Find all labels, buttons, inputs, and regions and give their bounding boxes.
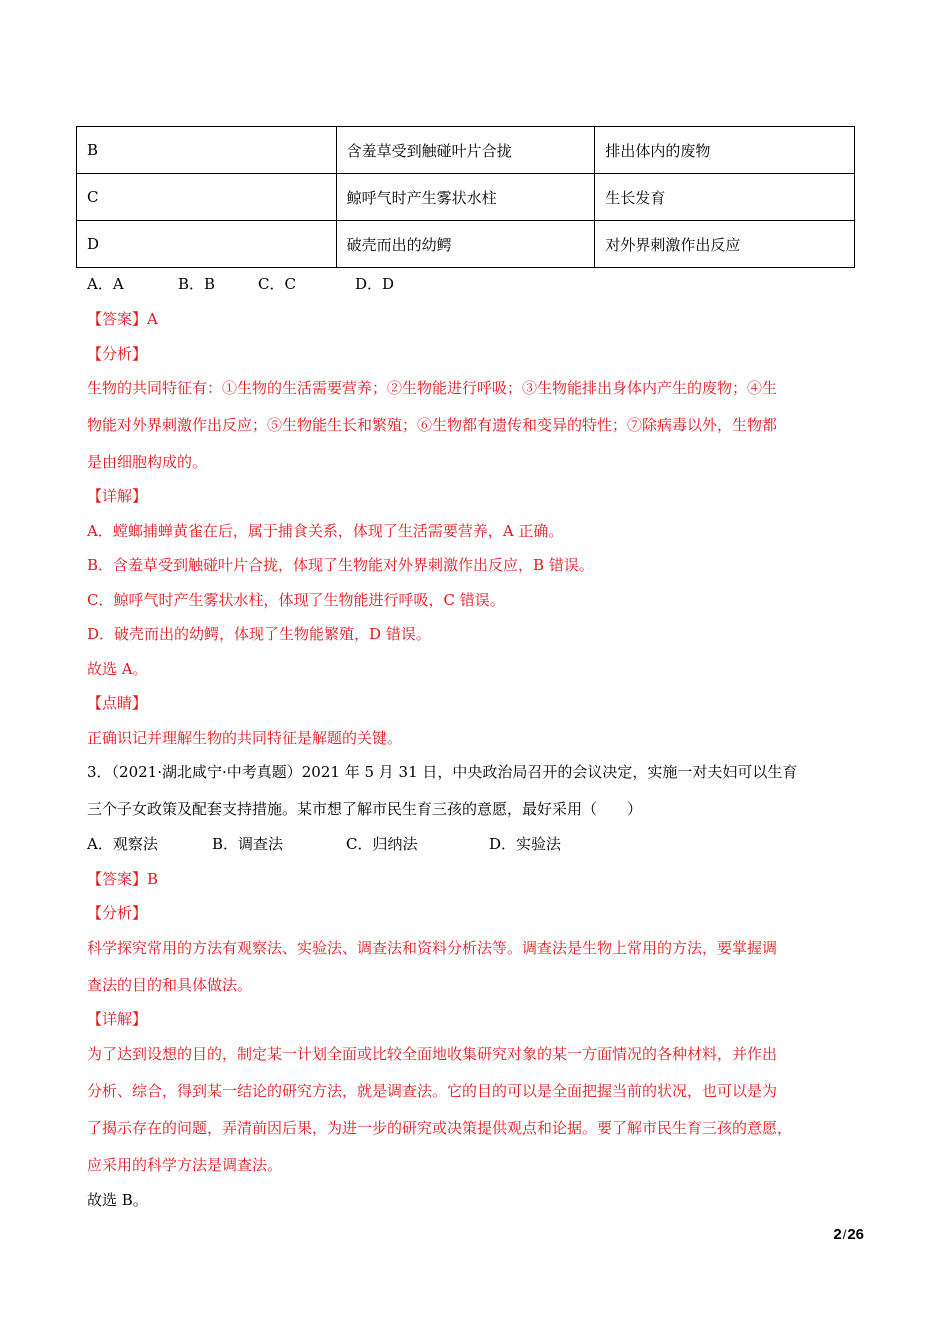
table-cell-letter: C [77,174,337,221]
q3-analysis-title: 【分析】 [87,904,148,922]
table-cell-feature: 排出体内的废物 [595,127,855,174]
q3-detail-line: 为了达到设想的目的，制定某一计划全面或比较全面地收集研究对象的某一方面情况的各种材料，并作出 [87,1045,778,1063]
q2-answer: 【答案】A [87,310,158,328]
q3-answer: 【答案】B [87,870,159,888]
q3-detail-title: 【详解】 [87,1010,148,1028]
q3-analysis-line: 科学探究常用的方法有观察法、实验法、调查法和资料分析法等。调查法是生物上常用的方法，要掌握调 [87,939,778,957]
q3-detail-line: 应采用的科学方法是调查法。 [87,1156,283,1174]
q2-choice: 故选 A。 [87,660,148,678]
q3-analysis-line: 查法的目的和具体做法。 [87,976,253,994]
q3-stem-text: 2021 年 5 月 31 日，中央政治局召开的会议决定，实施一对夫妇可以生育 [301,763,798,781]
q2-option-a: A．A [87,275,124,293]
options-table [76,126,855,268]
q2-detail-line: A．螳螂捕蝉黄雀在后，属于捕食关系，体现了生活需要营养，A 正确。 [87,522,564,540]
table-cell-example: 含羞草受到触碰叶片合拢 [336,127,595,174]
table-cell-letter: B [77,127,337,174]
q3-source: （2021·湖北咸宁·中考真题） [111,763,302,781]
q2-detail-line: C．鲸呼气时产生雾状水柱，体现了生物能进行呼吸，C 错误。 [87,591,505,609]
q3-option-d: D．实验法 [489,835,562,853]
page-current: 2 [833,1226,842,1243]
table-row [77,127,855,174]
page-total: 26 [847,1226,864,1243]
q2-option-c: C．C [258,275,296,293]
q2-detail-line: B．含羞草受到触碰叶片合拢，体现了生物能对外界刺激作出反应，B 错误。 [87,556,594,574]
q2-option-b: B．B [178,275,216,293]
q2-detail-line: D．破壳而出的幼鳄，体现了生物能繁殖，D 错误。 [87,625,431,643]
q3-option-c: C．归纳法 [346,835,418,853]
q2-analysis-line: 生物的共同特征有：①生物的生活需要营养；②生物能进行呼吸；③生物能排出身体内产生的废物；④生 [87,379,778,397]
q3-stem-line1 [87,762,797,782]
q2-options [87,274,394,294]
q2-analysis-line: 物能对外界刺激作出反应；⑤生物能生长和繁殖；⑥生物都有遗传和变异的特性；⑦除病毒以外，生物都 [87,416,778,434]
q2-analysis-title: 【分析】 [87,345,148,363]
q3-options [87,834,561,854]
q2-detail-title: 【详解】 [87,487,148,505]
q3-option-b: B．调查法 [212,835,284,853]
table-row [77,221,855,268]
page-separator: / [842,1227,847,1242]
q2-tip-title: 【点睛】 [87,694,148,712]
q3-number: 3． [87,763,112,781]
q3-choice: 故选 B。 [87,1191,148,1209]
q3-detail-line: 分析、综合，得到某一结论的研究方法，就是调查法。它的目的可以是全面把握当前的状况，也可以是为 [87,1082,778,1100]
q2-analysis-line: 是由细胞构成的。 [87,453,208,471]
q2-option-d: D．D [355,275,395,293]
table-cell-example: 破壳而出的幼鳄 [336,221,595,268]
table-cell-feature: 生长发育 [595,174,855,221]
table-cell-letter: D [77,221,337,268]
q3-detail-line: 了揭示存在的问题，弄清前因后果，为进一步的研究或决策提供观点和论据。要了解市民生育三孩的意愿， [87,1119,793,1137]
table-cell-example: 鲸呼气时产生雾状水柱 [336,174,595,221]
q2-tip: 正确识记并理解生物的共同特征是解题的关键。 [87,729,403,747]
table-cell-feature: 对外界刺激作出反应 [595,221,855,268]
page-number [833,1226,864,1243]
table-row [77,174,855,221]
q3-stem-line2: 三个子女政策及配套支持措施。某市想了解市民生育三孩的意愿，最好采用（ ） [87,800,643,818]
q3-option-a: A．观察法 [87,835,158,853]
